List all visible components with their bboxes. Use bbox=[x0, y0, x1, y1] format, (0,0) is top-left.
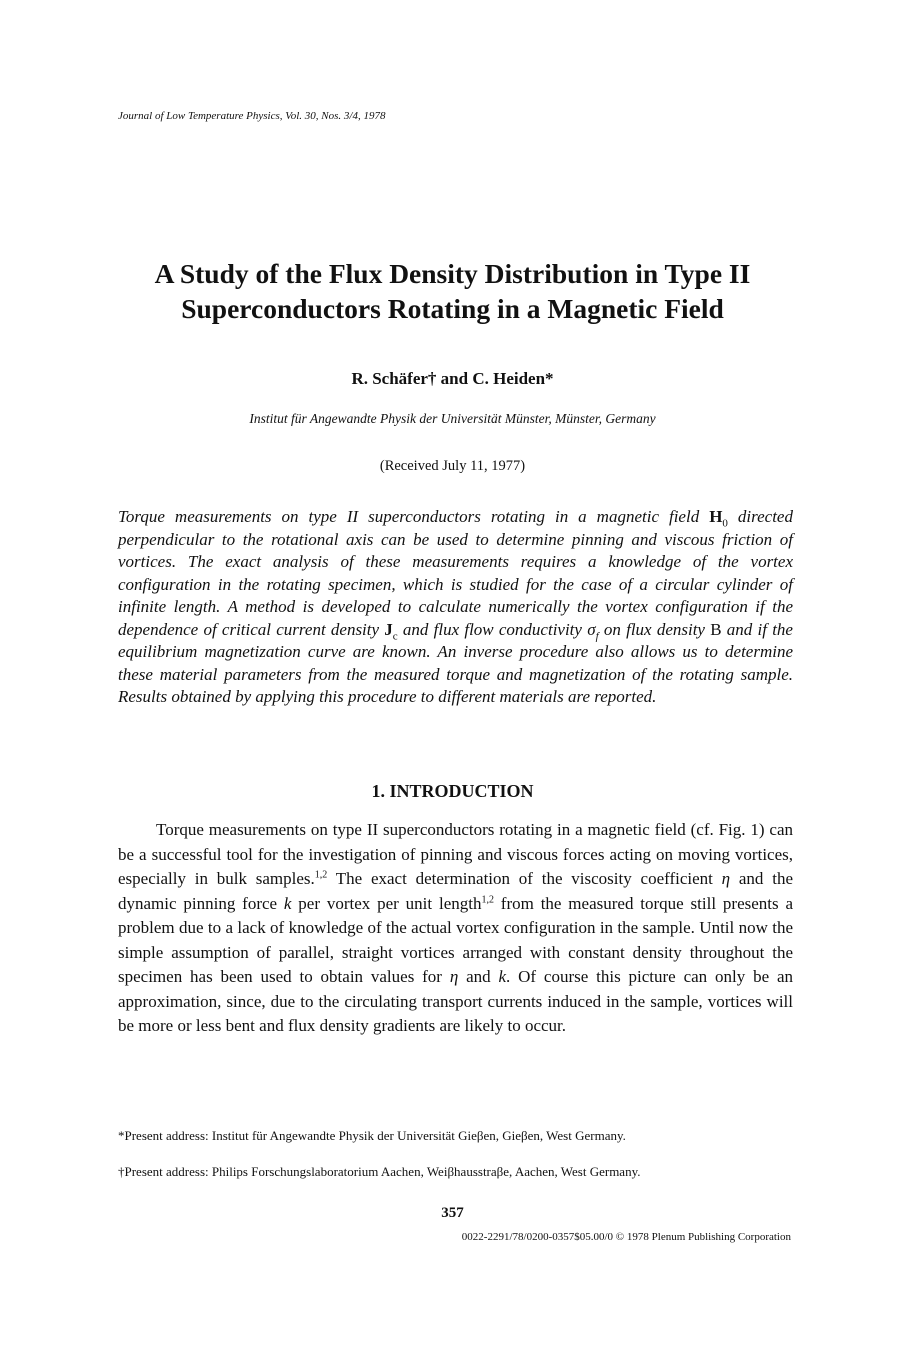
symbol-k: k bbox=[498, 967, 507, 986]
intro-paragraph bbox=[118, 818, 793, 1039]
intro-text: Torque measurements on type II superconductors rotating in a magnetic field (cf. Fig. 1) can be a successful tool for the investigation of pinning and viscous forces acting on moving vortices, especially in bulk samples. bbox=[118, 820, 793, 888]
symbol-sigma: σ bbox=[587, 619, 596, 639]
abstract-text: and if the equilibrium magnetization curve are known. An inverse procedure also allows us to determine these material parameters from the measured torque and magnetization of the rotating sample. Results obtained by applying this procedure to different materials are reported. bbox=[118, 619, 793, 706]
symbol-k: k bbox=[283, 893, 292, 913]
reference-superscript: 1,2 bbox=[314, 869, 328, 881]
section-heading: 1. INTRODUCTION bbox=[371, 781, 534, 801]
intro-text: and bbox=[458, 967, 499, 986]
abstract-text: Torque measurements on type II superconductors rotating in a magnetic field bbox=[118, 507, 710, 526]
abstract-text: on flux density bbox=[598, 619, 711, 639]
abstract bbox=[118, 506, 793, 709]
abstract-text: and flux flow conductivity bbox=[397, 619, 588, 639]
intro-text: The exact determination of the viscosity coefficient bbox=[327, 869, 722, 888]
journal-header: Journal of Low Temperature Physics, Vol. 30, Nos. 3/4, 1978 bbox=[118, 110, 386, 122]
intro-text: and the dynamic pinning force bbox=[118, 869, 793, 913]
symbol-h-subscript: 0 bbox=[722, 517, 728, 530]
authors: R. Schäfer† and C. Heiden* bbox=[351, 369, 554, 388]
copyright-line: 0022-2291/78/0200-0357$05.00/0 © 1978 Plenum Publishing Corporation bbox=[461, 1231, 791, 1243]
symbol-j-subscript: c bbox=[392, 629, 398, 642]
intro-text: from the measured torque still presents a problem due to a lack of knowledge of the actual vortex configuration in the sample. Until now the simple assumption of parallel, straight vortices arranged with constant density throughout the specimen has been used to obtain values for bbox=[118, 893, 794, 986]
symbol-sigma-subscript: f bbox=[595, 629, 599, 642]
affiliation: Institut für Angewandte Physik der Universität Münster, Münster, Germany bbox=[249, 411, 656, 426]
symbol-h: H bbox=[709, 507, 723, 526]
received-date: (Received July 11, 1977) bbox=[379, 458, 526, 474]
abstract-text: directed perpendicular to the rotational axis can be used to determine pinning and viscous friction of vortices. The exact analysis of these measurements requires a knowledge of the vortex configuration in the rotating specimen, which is studied for the case of a circular cylinder of infinite length. A method is developed to calculate numerically the vortex configuration if the dependence of critical current density bbox=[118, 507, 793, 639]
reference-superscript: 1,2 bbox=[481, 893, 494, 905]
footnote-1: *Present address: Institut für Angewandte Physik der Universität Gieβen, Gieβen, West Germany. bbox=[118, 1128, 626, 1143]
footnote-2: †Present address: Philips Forschungslaboratorium Aachen, Weiβhausstraβe, Aachen, West Germany. bbox=[118, 1164, 641, 1179]
paper-title: A Study of the Flux Density Distribution in Type II Superconductors Rotating in a Magnetic Field bbox=[154, 258, 751, 324]
symbol-eta: η bbox=[449, 967, 459, 986]
symbol-b: B bbox=[710, 619, 722, 639]
page-number: 357 bbox=[441, 1205, 464, 1221]
symbol-eta: η bbox=[721, 869, 731, 888]
symbol-j: J bbox=[384, 619, 393, 639]
intro-text: . Of course this picture can only be an approximation, since, due to the circulating transport currents induced in the sample, vortices will be more or less bent and flux density gradients are likely to occur. bbox=[118, 967, 794, 1035]
intro-text: per vortex per unit length bbox=[291, 893, 482, 913]
